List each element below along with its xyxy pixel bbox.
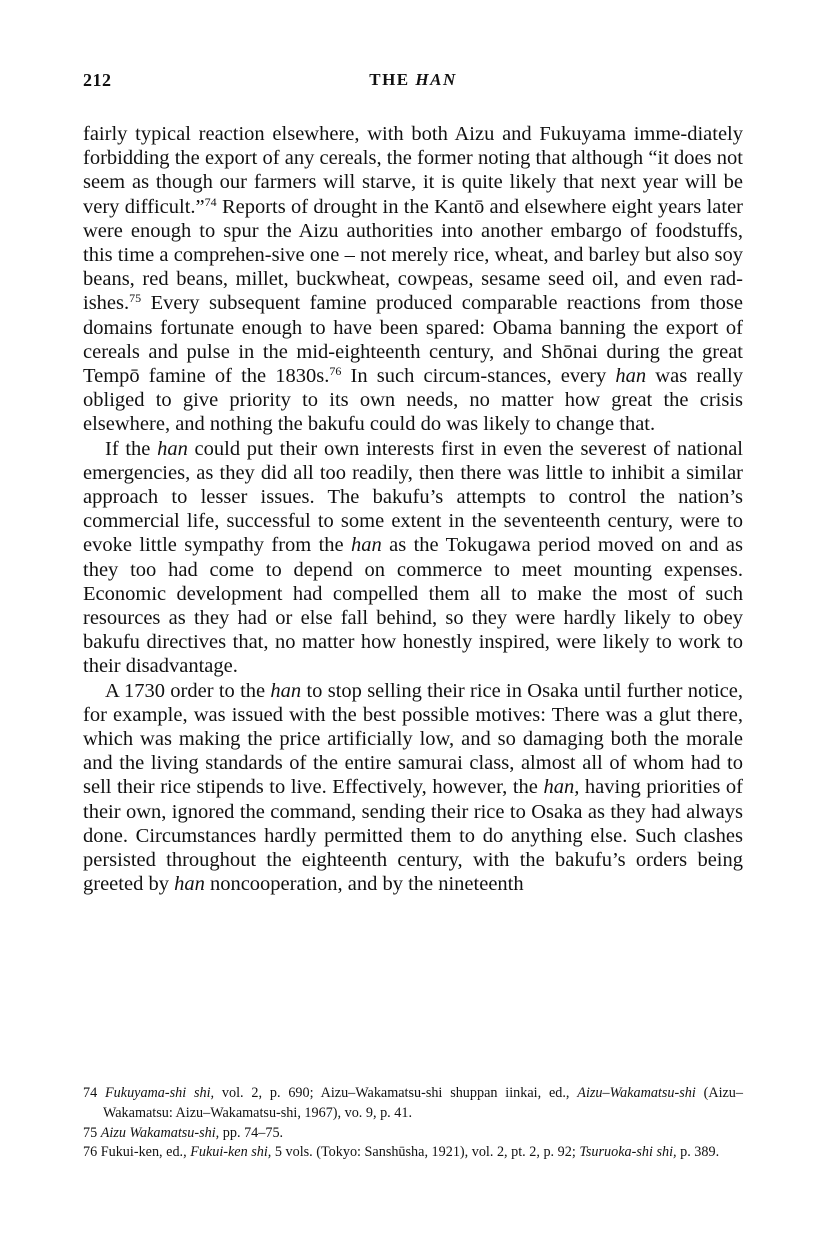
italic-text: han [270, 679, 302, 702]
text-run: pp. 74–75. [219, 1124, 284, 1141]
text-run: fairly typical reaction elsewhere, with both Aizu and Fukuyama imme-diately forbidding the export of any cereals, the former noting that although “it does not seem as though our farmers will starve, it is quite likely that next year will be very difficult.” [83, 123, 743, 218]
footnote [83, 1143, 743, 1163]
italic-text: Tsuruoka-shi shi, [579, 1144, 677, 1161]
footnote-ref: 74 [204, 194, 217, 209]
text-run: having priorities of their own, ignored the command, sending their rice to Osaka as they had always done. Circumstances hardly permitted them to do anything else. Such clashes persisted throughout the eighteenth century, with the bakufu’s orders being greeted by [83, 776, 743, 896]
text-run: noncooperation, and by the nineteenth [204, 873, 524, 896]
running-title-prefix: THE [369, 70, 416, 89]
text-run: 76 Fukui-ken, ed., [83, 1144, 191, 1161]
italic-text: Fukui-ken shi, [190, 1144, 272, 1161]
running-head [83, 70, 743, 100]
italic-text: Aizu–Wakamatsu-shi [577, 1085, 696, 1101]
footnote-ref: 75 [129, 291, 142, 306]
body-text [83, 122, 743, 897]
text-run: If the [105, 437, 158, 460]
text-run: 74 [83, 1085, 106, 1101]
text-run: vol. 2, p. 690; Aizu–Wakamatsu-shi shuppan iinkai, ed., [214, 1085, 578, 1101]
italic-text: Aizu Wakamatsu-shi, [100, 1124, 220, 1141]
running-title-italic: HAN [415, 70, 457, 89]
text-run: In such circum-stances, every [341, 365, 616, 388]
text-run: 75 [83, 1124, 101, 1141]
italic-text: han [157, 437, 188, 460]
paragraph [83, 679, 743, 897]
footnote-ref: 76 [329, 364, 342, 379]
page-number: 212 [83, 70, 112, 90]
text-run: Reports of drought in the Kantō and elsewhere eight years later were enough to spur the Aizu authorities into another embargo of foodstuffs, this time a comprehen-sive one – not merely rice, wheat, and barley but also soy beans, red beans, millet, buckwheat, cowpeas, sesame seed oil, and even rad-ishes. [83, 195, 743, 315]
text-run: to stop selling their rice in Osaka until further notice, for example, was issued with the best possible motives: There was a glut there, which was making the price artificially low, and so damaging both the morale and the living standards of the entire samurai class, almost all of whom had to sell their rice stipends to live. Effectively, however, the [83, 679, 743, 799]
italic-text: han [351, 534, 382, 557]
text-run: Every subsequent famine produced comparable reactions from those domains fortunate enough to have been spared: Obama banning the export of cereals and pulse in the mid-eighteenth century, and Shōnai during the great Tempō famine of the 1830s. [83, 292, 743, 388]
text-run: was really obliged to give priority to its own needs, no matter how great the crisis elsewhere, and nothing the bakufu could do was likely to change that. [83, 365, 744, 436]
running-title [83, 70, 743, 90]
text-run: p. 389. [676, 1144, 720, 1161]
italic-text: han [615, 365, 647, 388]
text-run: as the Tokugawa period moved on and as they too had come to depend on commerce to meet mounting expenses. Economic development had compelled them all to make the most of such resources as they had or else fall behind, so they were hardly likely to obey bakufu directives that, no matter how honestly inspired, were likely to work to their disadvantage. [83, 534, 743, 678]
text-run: could put their own interests first in even the severest of national emergencies, as they did all too readily, then there was little to inhibit a similar approach to lesser issues. The bakufu’s attempts to control the nation’s commercial life, successful to some extent in the seventeenth century, were to evoke little sympathy from the [83, 437, 743, 557]
italic-text: han [174, 873, 205, 896]
footnote [83, 1124, 743, 1144]
paragraph [83, 437, 743, 679]
paragraph [83, 122, 743, 437]
text-run: A 1730 order to the [105, 679, 271, 702]
italic-text: han, [543, 776, 580, 799]
text-run: (Aizu–Wakamatsu: Aizu–Wakamatsu-shi, 1967), vo. 9, p. 41. [103, 1085, 743, 1121]
footnotes [83, 1084, 743, 1163]
italic-text: Fukuyama-shi shi, [105, 1085, 215, 1101]
footnote [83, 1084, 743, 1124]
text-run: 5 vols. (Tokyo: Sanshūsha, 1921), vol. 2, pt. 2, p. 92; [271, 1144, 580, 1161]
